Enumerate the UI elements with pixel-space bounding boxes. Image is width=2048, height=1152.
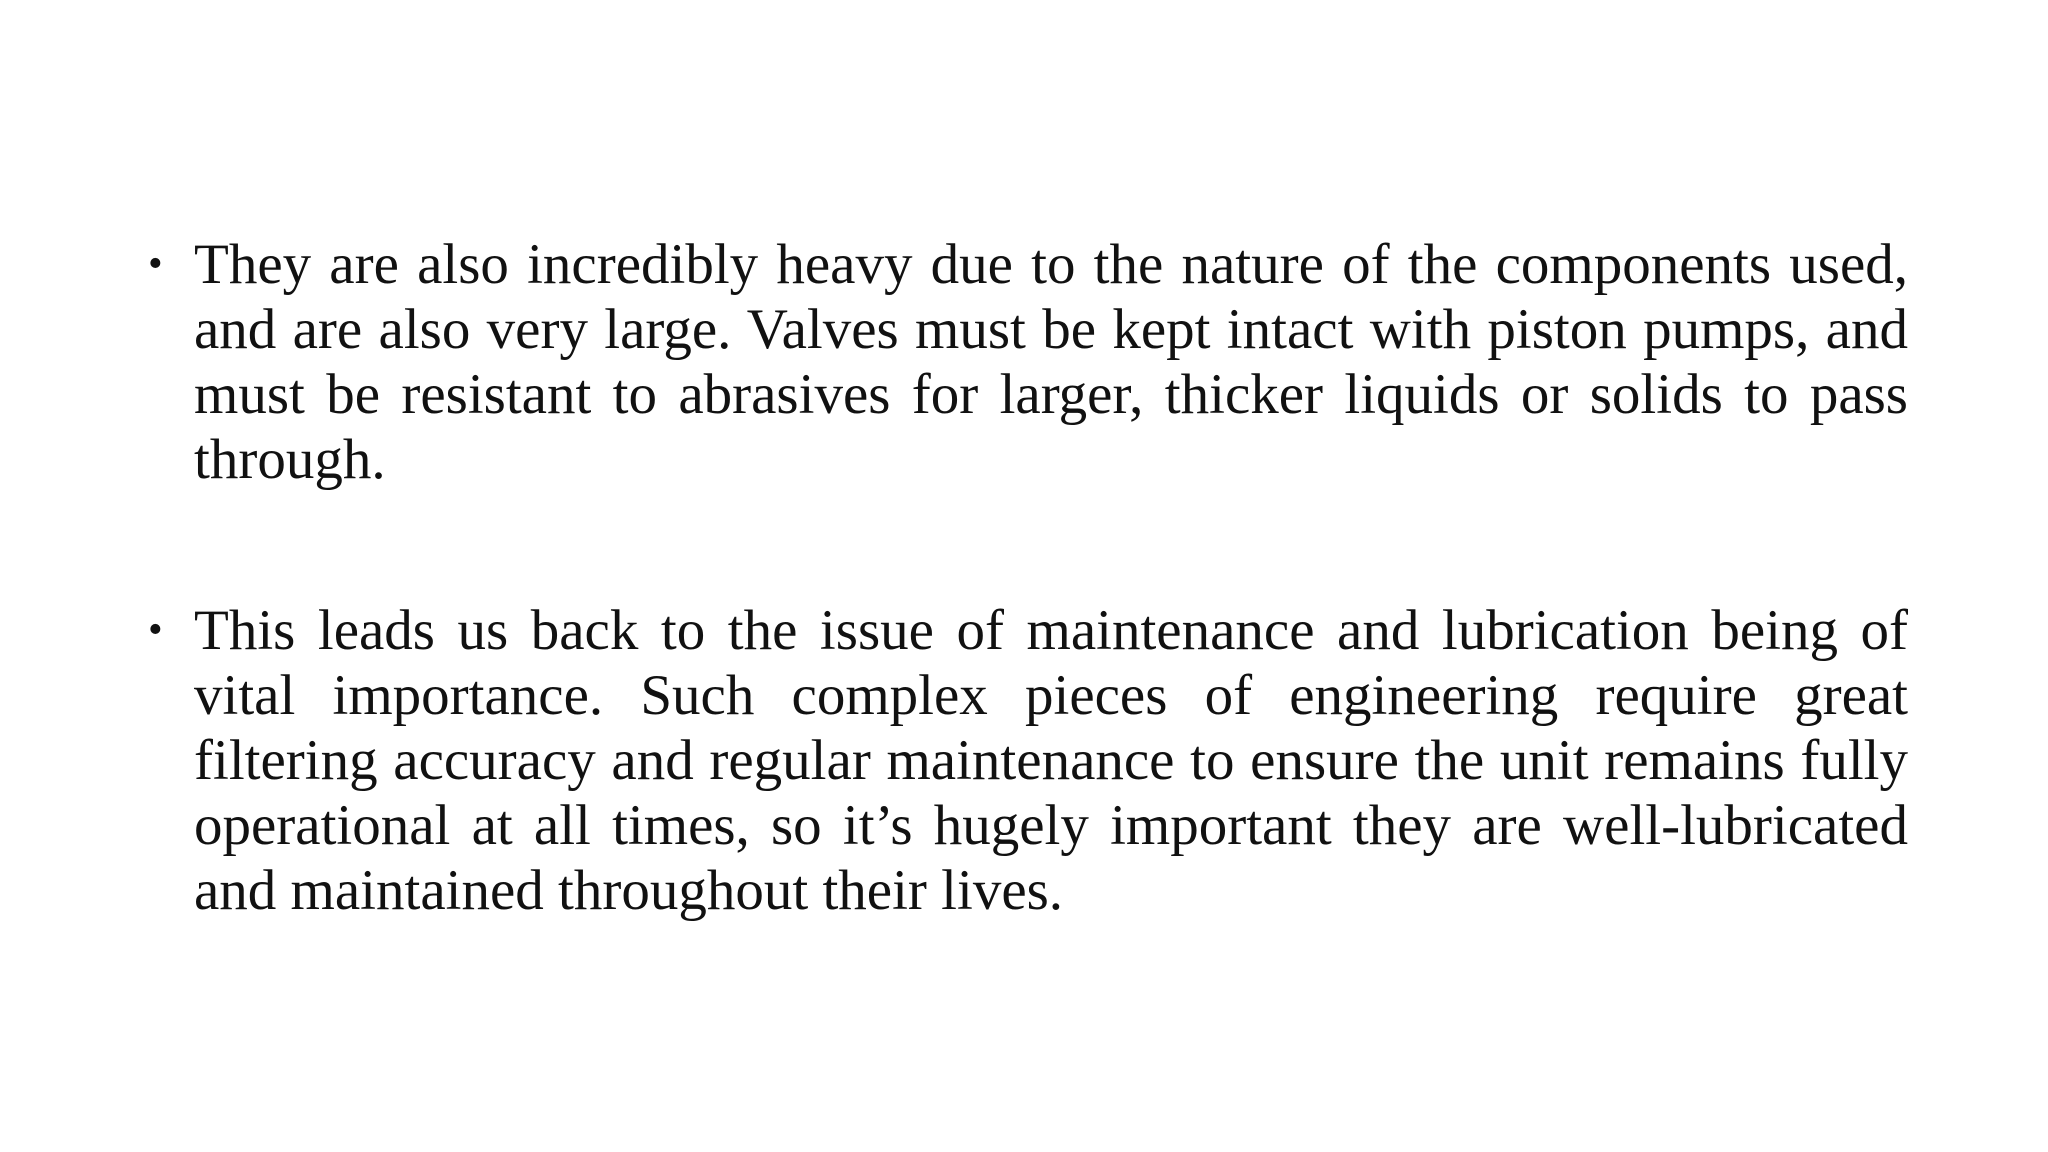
bullet-text: This leads us back to the issue of maintenance and lubrication being of vital importance. Such complex pieces of engineering require great filtering accuracy and regular maintenance to ensure the unit remains fully operational at all times, so it’s hugely important they are well-lubricated and maintained throughout their lives. xyxy=(194,599,1908,922)
bullet-icon: • xyxy=(148,241,163,287)
bullet-item xyxy=(148,598,1908,923)
bullet-list xyxy=(148,232,1908,923)
bullet-item xyxy=(148,232,1908,492)
bullet-icon: • xyxy=(148,607,163,653)
bullet-text: They are also incredibly heavy due to the nature of the components used, and are also very large. Valves must be kept intact with piston pumps, and must be resistant to abrasives for larger, thicker liquids or solids to pass through. xyxy=(194,233,1908,491)
